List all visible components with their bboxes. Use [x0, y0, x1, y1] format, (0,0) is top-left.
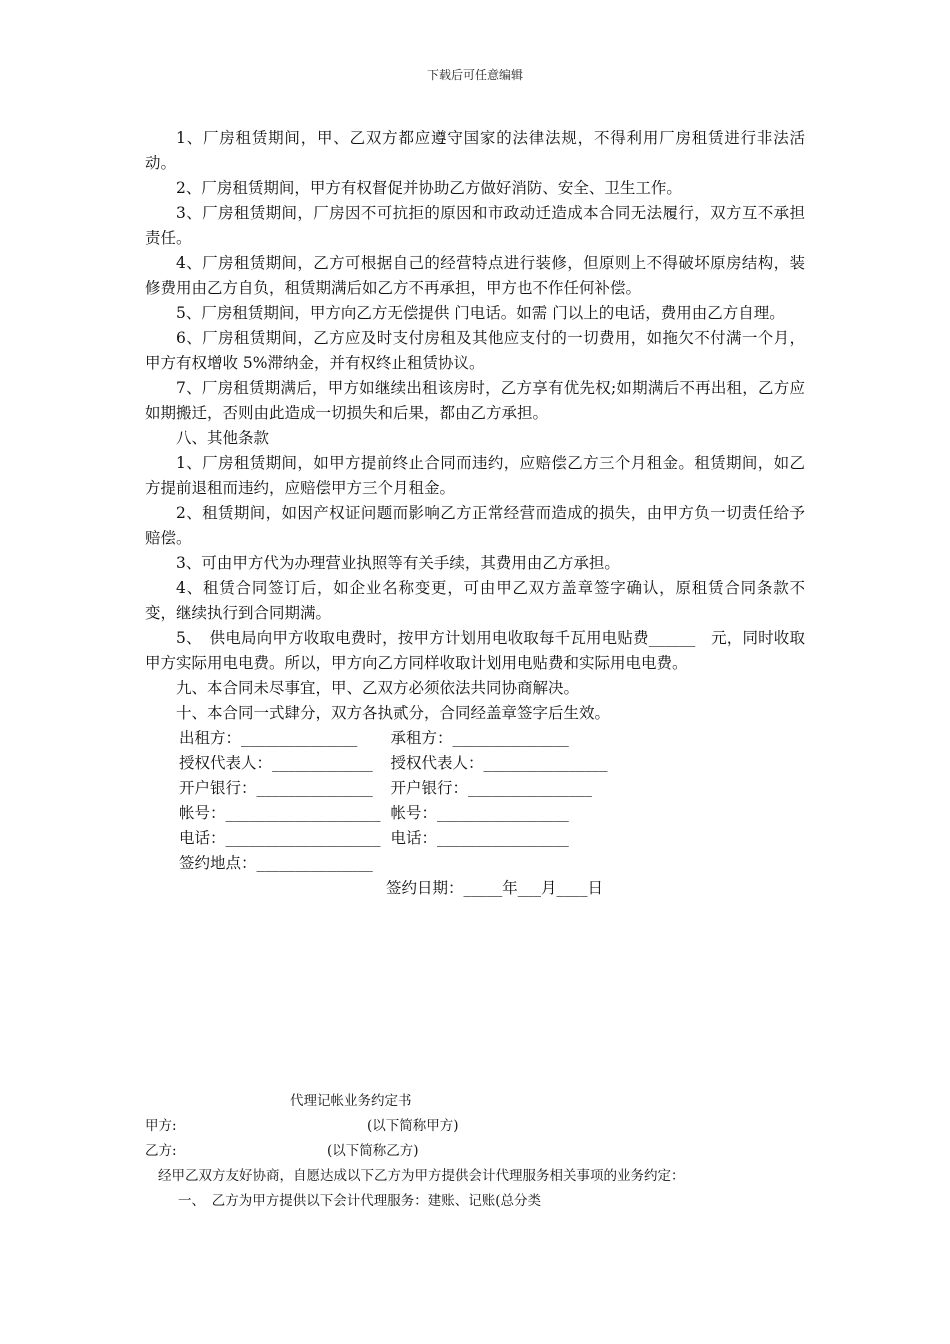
party-a-line: [145, 1117, 177, 1135]
clause-paragraph: 5、厂房租赁期间，甲方向乙方无偿提供 门电话。如需 门以上的电话，费用由乙方自理。: [176, 304, 785, 322]
agreement-intro: 经甲乙双方友好协商，自愿达成以下乙方为甲方提供会计代理服务相关事项的业务约定：: [158, 1168, 685, 1184]
clause-paragraph: 3、厂房租赁期间，厂房因不可抗拒的原因和市政动迁造成本合同无法履行，双方互不承担责任。: [145, 204, 805, 247]
lessor-bank-field: 开户银行：_______________: [179, 779, 373, 797]
signature-row: [179, 751, 608, 776]
party-b-line: [145, 1142, 177, 1160]
signing-date: 签约日期：_____年___月____日: [386, 879, 604, 897]
agreement-item-1: 一、 乙方为甲方提供以下会计代理服务：建账、记账(总分类: [178, 1193, 542, 1209]
clause-paragraph: 2、厂房租赁期间，甲方有权督促并协助乙方做好消防、安全、卫生工作。: [176, 179, 682, 197]
lessee-phone-field: 电话：_________________: [390, 829, 569, 847]
lessee-field: 承租方：_______________: [390, 729, 569, 747]
clause-paragraph: 2、租赁期间，如因产权证问题而影响乙方正常经营而造成的损失，由甲方负一切责任给予赔偿。: [145, 504, 805, 547]
lessee-account-field: 帐号：_________________: [390, 804, 569, 822]
lessor-representative-field: 授权代表人：_____________: [179, 754, 373, 772]
empty-cell: [391, 851, 608, 876]
party-a-label: 甲方:: [145, 1118, 177, 1134]
lessee-representative-field: 授权代表人：________________: [390, 754, 608, 772]
signature-block: [179, 726, 608, 876]
clause-paragraph: 3、可由甲方代为办理营业执照等有关手续，其费用由乙方承担。: [176, 554, 620, 572]
lessee-bank-field: 开户银行：________________: [390, 779, 593, 797]
clause-paragraph: 九、本合同未尽事宜，甲、乙双方必须依法共同协商解决。: [176, 679, 580, 697]
clause-paragraph: 4、厂房租赁期间，乙方可根据自己的经营特点进行装修，但原则上不得破坏原房结构，装修费用由乙方自负，租赁期满后如乙方不再承担，甲方也不作任何补偿。: [145, 254, 805, 297]
signature-row: [179, 776, 608, 801]
clause-paragraph: 4、租赁合同签订后，如企业名称变更，可由甲乙双方盖章签字确认，原租赁合同条款不变，继续执行到合同期满。: [145, 579, 805, 622]
signing-place-field: 签约地点：_______________: [179, 854, 373, 872]
party-b-label: 乙方:: [145, 1143, 177, 1159]
lessor-phone-field: 电话：____________________: [179, 829, 381, 847]
signature-row: [179, 851, 608, 876]
party-a-note: (以下简称甲方): [367, 1118, 459, 1134]
lessor-field: 出租方：_______________: [179, 729, 358, 747]
clause-paragraph: 1、厂房租赁期间，如甲方提前终止合同而违约，应赔偿乙方三个月租金。租赁期间，如乙方提前退租而违约，应赔偿甲方三个月租金。: [145, 454, 805, 497]
signature-row: [179, 801, 608, 826]
clause-paragraph: 1、厂房租赁期间，甲、乙双方都应遵守国家的法律法规，不得利用厂房租赁进行非法活动。: [145, 129, 805, 172]
clause-paragraph: 5、 供电局向甲方收取电费时，按甲方计划用电收取每千瓦用电贴费______ 元，同时收取甲方实际用电电费。所以，甲方向乙方同样收取计划用电贴费和实际用电电费。: [145, 629, 805, 672]
party-b-note: (以下简称乙方): [327, 1143, 419, 1159]
agreement-title: 代理记帐业务约定书: [290, 1093, 412, 1109]
clause-paragraph: 6、厂房租赁期间，乙方应及时支付房租及其他应支付的一切费用，如拖欠不付满一个月，甲方有权增收 5%滞纳金，并有权终止租赁协议。: [145, 329, 805, 372]
page-header-note: 下载后可任意编辑: [426, 68, 523, 82]
section-heading: 八、其他条款: [176, 429, 270, 447]
lease-contract-body: [145, 126, 805, 901]
signature-row: [179, 726, 608, 751]
lessor-account-field: 帐号：____________________: [179, 804, 381, 822]
signature-row: [179, 826, 608, 851]
clause-paragraph: 7、厂房租赁期满后，甲方如继续出租该房时，乙方享有优先权;如期满后不再出租，乙方应如期搬迁，否则由此造成一切损失和后果，都由乙方承担。: [145, 379, 805, 422]
clause-paragraph: 十、本合同一式肆分，双方各执贰分，合同经盖章签字后生效。: [176, 704, 611, 722]
